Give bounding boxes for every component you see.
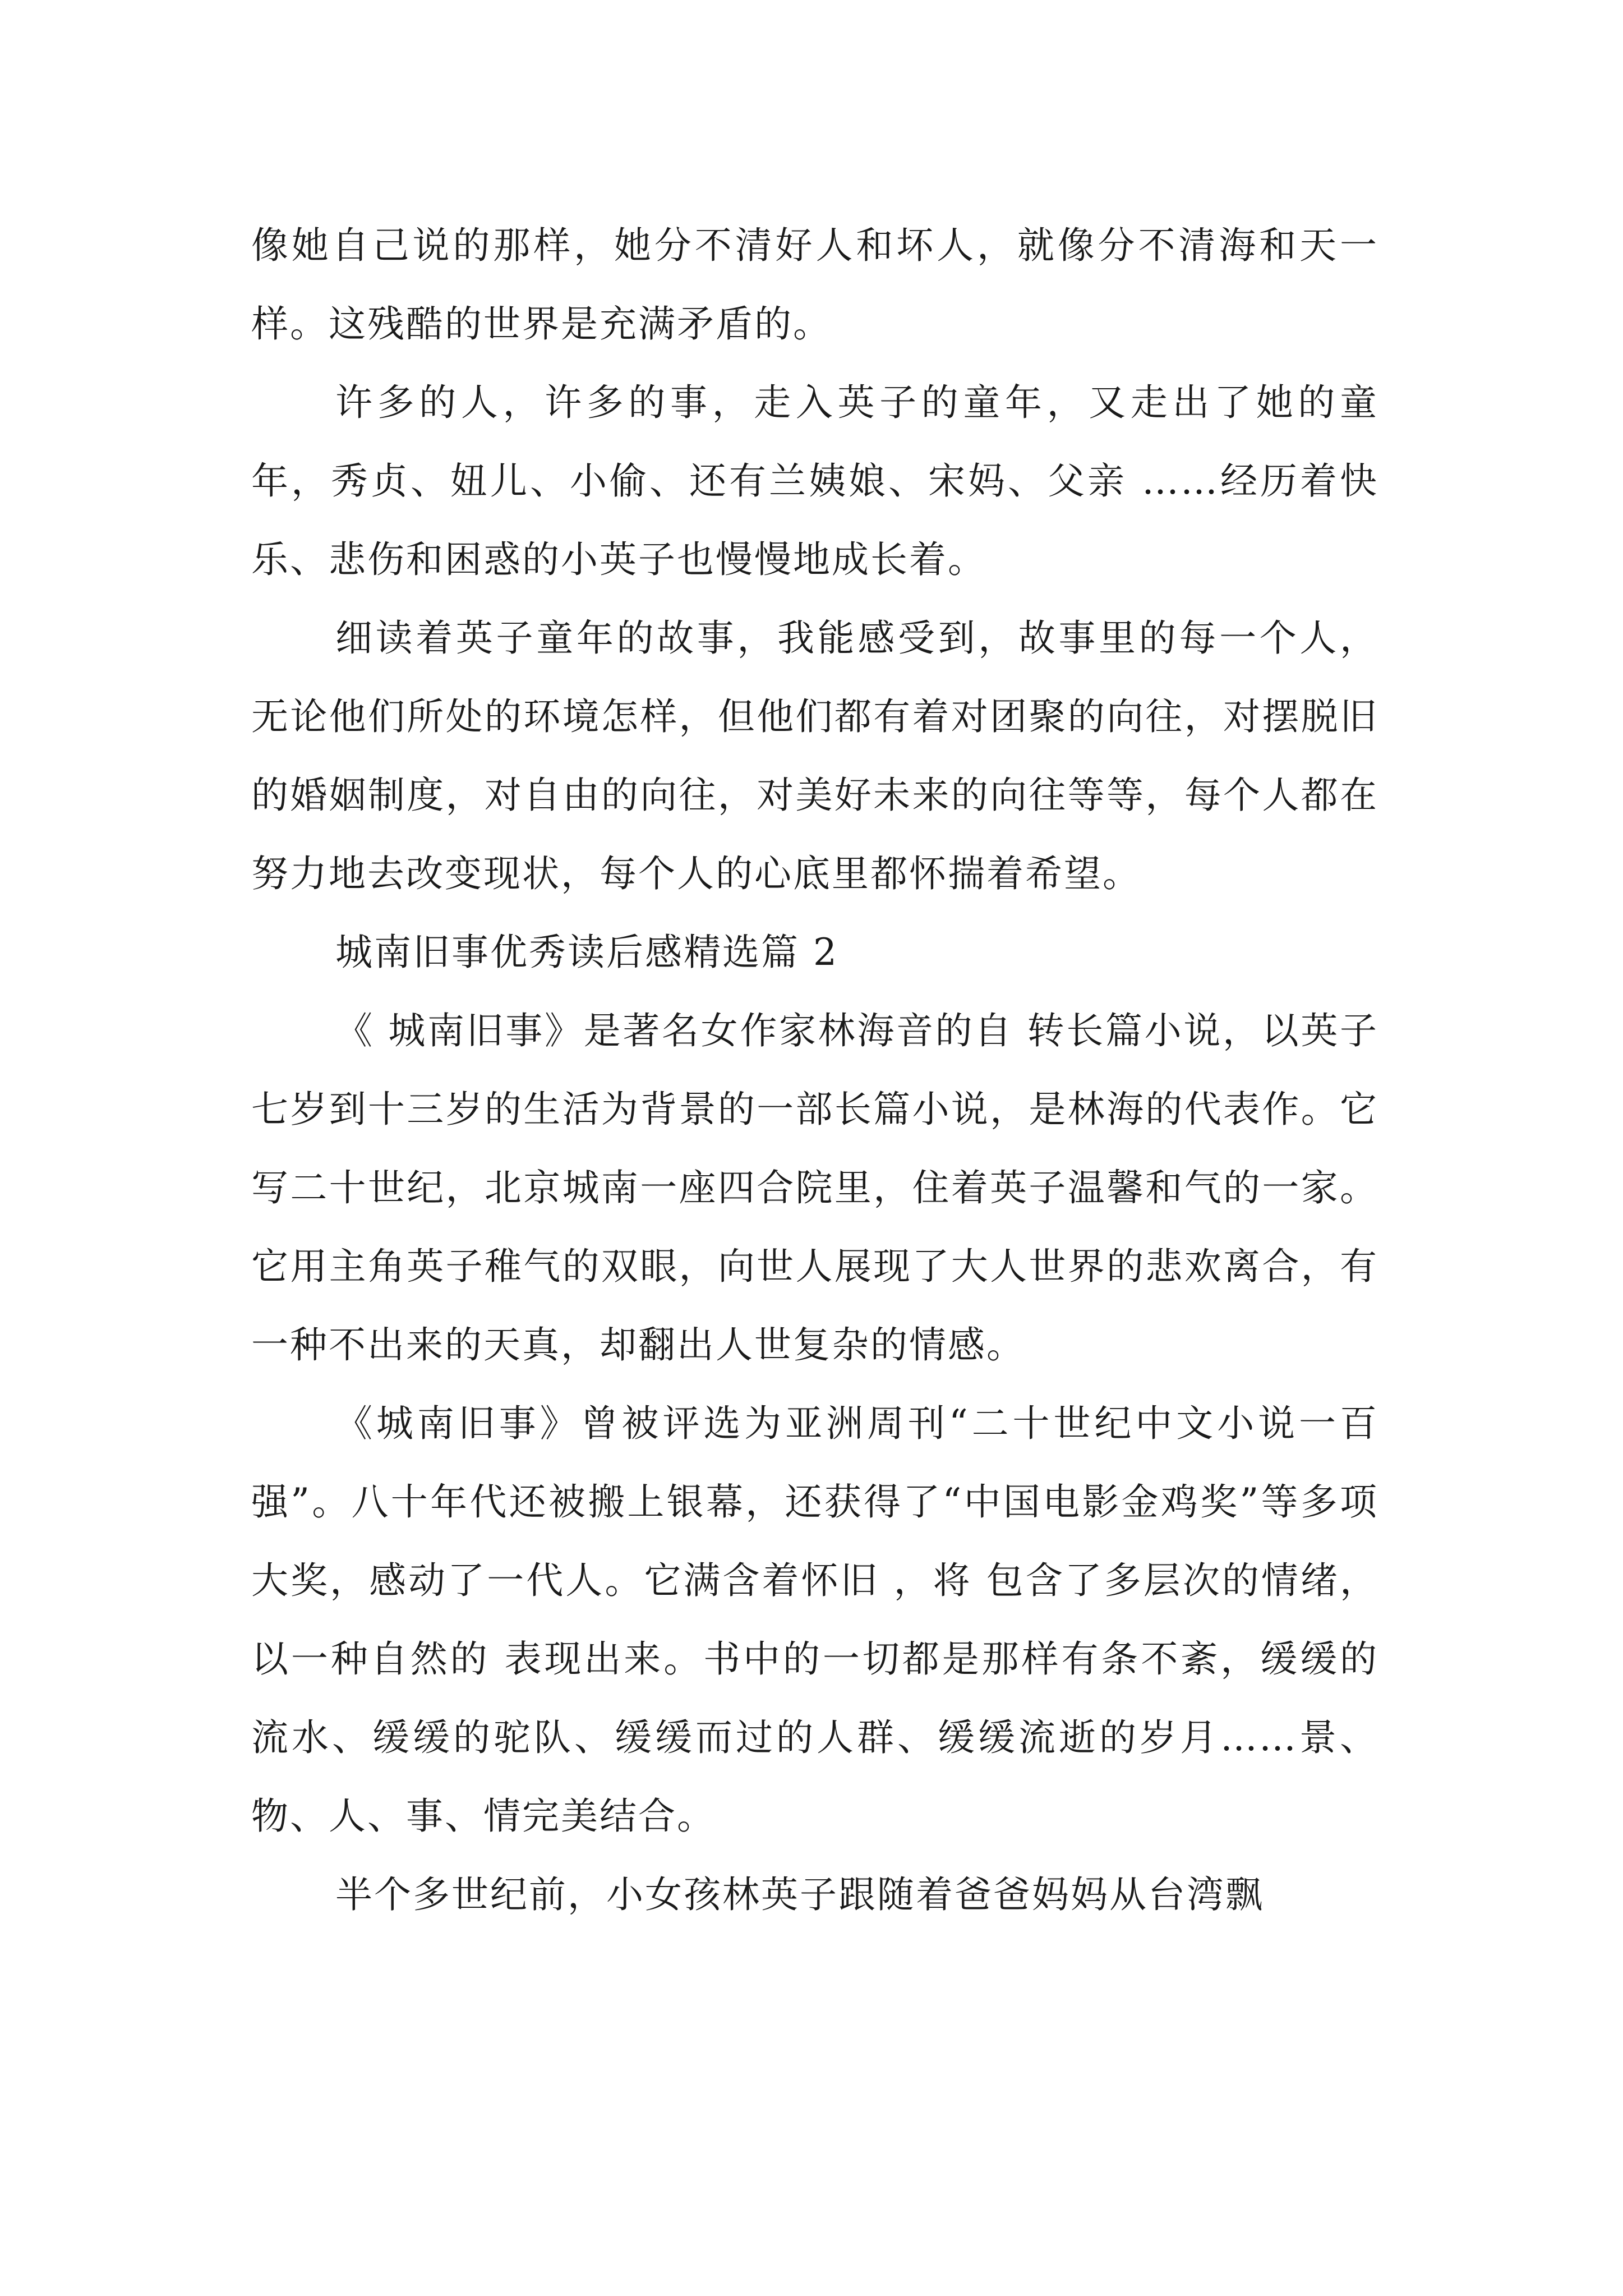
document-body <box>251 206 1378 1934</box>
paragraph-5: 《城南旧事》曾被评选为亚洲周刊“二十世纪中文小说一百强”。八十年代还被搬上银幕，还获得了“中国电影金鸡奖”等多项大奖，感动了一代人。它满含着怀旧 ，将 包含了多层次的情绪，以一种自然的 表现出来。书中的一切都是那样有条不紊，缓缓的流水、缓缓的驼队、缓缓而过的人群、缓缓流逝的岁月……景、物、人、事、情完美结合。 <box>251 1402 1378 1838</box>
paragraph-2: 许多的人，许多的事，走入英子的童年，又走出了她的童年，秀贞、妞儿、小偷、还有兰姨娘、宋妈、父亲 ……经历着快乐、悲伤和困惑的小英子也慢慢地成长着。 <box>251 381 1378 581</box>
paragraph-6: 半个多世纪前，小女孩林英子跟随着爸爸妈妈从台湾飘 <box>335 1873 1264 1916</box>
paragraph-4: 《 城南旧事》是著名女作家林海音的自 转长篇小说，以英子七岁到十三岁的生活为背景的一部长篇小说，是林海的代表作。它写二十世纪，北京城南一座四合院里，住着英子温馨和气的一家。它用主角英子稚气的双眼，向世人展现了大人世界的悲欢离合，有一种不出来的天真，却翻出人世复杂的情感。 <box>251 1009 1378 1366</box>
paragraph-1: 像她自己说的那样，她分不清好人和坏人，就像分不清海和天一样。这残酷的世界是充满矛盾的。 <box>251 224 1378 346</box>
paragraph-3: 细读着英子童年的故事，我能感受到，故事里的每一个人，无论他们所处的环境怎样，但他们都有着对团聚的向往，对摆脱旧的婚姻制度，对自由的向往，对美好未来的向往等等，每个人都在努力地去改变现状，每个人的心底里都怀揣着希望。 <box>251 616 1378 895</box>
section-heading: 城南旧事优秀读后感精选篇 2 <box>335 931 838 974</box>
